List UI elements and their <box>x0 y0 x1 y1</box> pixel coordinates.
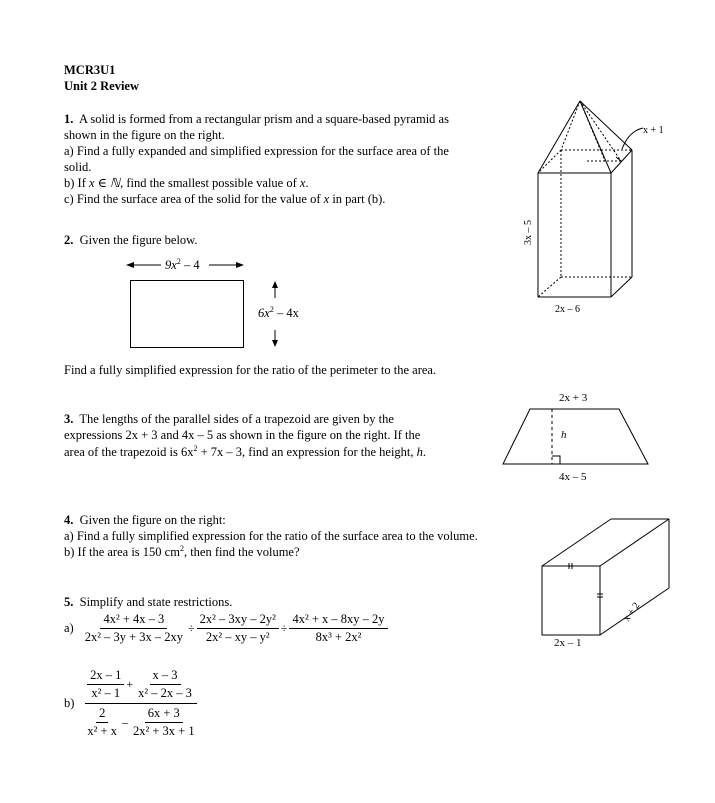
q3-number: 3. <box>64 412 74 426</box>
q5b-complex-fraction <box>82 668 199 739</box>
down-arrow-icon <box>268 328 282 348</box>
prism-pyramid-figure <box>515 95 675 320</box>
q2-number: 2. <box>64 233 74 247</box>
q4-part-b <box>64 544 300 561</box>
q5-part-b <box>64 668 200 739</box>
q5a-f1-num: 4x² + 4x – 3 <box>100 612 167 629</box>
q5a-f3-den: 8x³ + 2x² <box>315 630 362 644</box>
rectangle-figure <box>130 280 244 348</box>
q5b-n2-num: x – 3 <box>150 668 181 685</box>
q1-text-1: A solid is formed from a rectangular prism and a square-based pyramid as <box>78 112 449 126</box>
q1-line-1 <box>64 111 449 128</box>
q5b-d2-num: 6x + 3 <box>145 706 183 723</box>
q4-b-b: , then find the volume? <box>183 545 300 559</box>
q4-line <box>64 512 226 529</box>
q3-l2b: and <box>160 428 179 442</box>
right-arrow-icon <box>205 258 245 272</box>
slant-height-label: x + 1 <box>643 125 664 136</box>
box-figure <box>530 510 690 650</box>
q5b-n-op: + <box>126 677 134 692</box>
q2-line <box>64 232 198 249</box>
q3-line-1 <box>64 411 394 428</box>
q4-b-a: b) If the area is 150 cm <box>64 545 180 559</box>
rect-height-base: 6x <box>258 306 270 320</box>
q1-part-b <box>64 175 309 192</box>
q1-b-condition: x ∈ ℕ <box>89 176 121 190</box>
trapezoid-top-label: 2x + 3 <box>559 392 588 404</box>
q5b-numerator <box>85 668 197 704</box>
q3-area-b: + 7x – 3 <box>197 445 243 459</box>
rect-width-base: 9x <box>165 258 177 272</box>
q5b-d1 <box>84 706 120 739</box>
q2-question: Find a fully simplified expression for the ratio of the perimeter to the area. <box>64 363 437 377</box>
q1-c-end: in part (b). <box>332 192 386 206</box>
q3-area-a: 6x <box>180 445 194 459</box>
q3-expr1: 2x + 3 <box>125 428 158 442</box>
q1-part-a: a) Find a fully expanded and simplified expression for the surface area of the <box>64 144 449 158</box>
q3-line-3 <box>64 444 426 461</box>
unit-title: Unit 2 Review <box>64 79 139 93</box>
q1-b-label: b) If <box>64 176 86 190</box>
box-depth-label: x + 2 <box>621 600 643 624</box>
q5a-op-2: ÷ <box>280 621 288 636</box>
prism-base-label: 2x – 6 <box>555 304 580 315</box>
q5b-n1-num: 2x – 1 <box>87 668 124 685</box>
q3-area-exp: 2 <box>193 444 198 453</box>
q3-h: h <box>416 445 423 459</box>
q3-line-2 <box>64 427 420 444</box>
q5b-denominator <box>82 704 199 739</box>
q1-number: 1. <box>64 112 74 126</box>
rect-width-tail: – 4 <box>180 258 200 272</box>
q3-expr2: 4x – 5 <box>181 428 214 442</box>
q1-c-text: c) Find the surface area of the solid for the value of <box>64 192 321 206</box>
q3-l3b: , find an expression for the height, <box>242 445 414 459</box>
rectangle-height-label <box>258 305 299 322</box>
q5a-f1-den: 2x² – 3y + 3x – 2xy <box>84 630 184 644</box>
q5a-f3-num: 4x² + x – 8xy – 2y <box>289 612 387 629</box>
q5b-d2 <box>130 706 198 739</box>
q5-line <box>64 594 232 611</box>
q5b-d1-den: x² + x <box>87 724 117 738</box>
rectangle-width-label <box>165 257 200 274</box>
rect-height-exp: 2 <box>269 305 274 314</box>
q5a-op-1: ÷ <box>188 621 195 636</box>
q1-b-text: , find the smallest possible value of <box>120 176 297 190</box>
trapezoid-figure <box>495 385 655 485</box>
rect-width-exp: 2 <box>176 257 181 266</box>
q4-text: Given the figure on the right: <box>79 513 226 527</box>
q5b-n1-den: x² – 1 <box>91 686 121 700</box>
q5-b-label: b) <box>64 696 75 711</box>
q4-part-a: a) Find a fully simplified expression for the ratio of the surface area to the volume. <box>64 529 478 543</box>
q1-b-end: . <box>305 176 309 190</box>
q5b-d-op: – <box>121 715 128 730</box>
q5b-n2-den: x² – 2x – 3 <box>138 686 192 700</box>
q5-text: Simplify and state restrictions. <box>79 595 233 609</box>
q5b-n1 <box>87 668 124 701</box>
q4-number: 4. <box>64 513 74 527</box>
q3-l3end: . <box>422 445 427 459</box>
q4-b-exp: 2 <box>179 544 184 553</box>
q1-part-c <box>64 191 385 208</box>
up-arrow-icon <box>268 280 282 300</box>
q1-b-var: x <box>299 176 306 190</box>
left-arrow-icon <box>125 258 165 272</box>
q1-c-var: x <box>323 192 330 206</box>
q5a-f2-den: 2x² – xy – y² <box>205 630 270 644</box>
q5a-fraction-2 <box>197 612 279 645</box>
course-code: MCR3U1 <box>64 63 116 77</box>
q5a-f2-num: 2x² – 3xy – 2y² <box>197 612 279 629</box>
q3-l3a: area of the trapezoid is <box>64 445 178 459</box>
q5b-d1-num: 2 <box>96 706 108 723</box>
q5-a-label: a) <box>64 621 74 636</box>
trapezoid-height-label: h <box>561 429 567 441</box>
q3-l2a: expressions <box>64 428 123 442</box>
q5-part-a <box>64 612 388 645</box>
rect-height-tail: – 4x <box>273 306 299 320</box>
q3-l2c: as shown in the figure on the right. If the <box>216 428 421 442</box>
q5b-n2 <box>135 668 195 701</box>
trapezoid-bottom-label: 4x – 5 <box>559 471 587 483</box>
q3-text-1: The lengths of the parallel sides of a trapezoid are given by the <box>79 412 394 426</box>
q5b-d2-den: 2x² + 3x + 1 <box>132 724 195 738</box>
q2-text: Given the figure below. <box>79 233 198 247</box>
q5-number: 5. <box>64 595 74 609</box>
box-width-label: 2x – 1 <box>554 637 582 649</box>
q1-line-4: solid. <box>64 160 92 174</box>
q1-line-2: shown in the figure on the right. <box>64 128 225 142</box>
prism-height-label: 3x – 5 <box>523 220 534 245</box>
q5a-fraction-3 <box>289 612 387 645</box>
q5a-fraction-1 <box>82 612 186 645</box>
